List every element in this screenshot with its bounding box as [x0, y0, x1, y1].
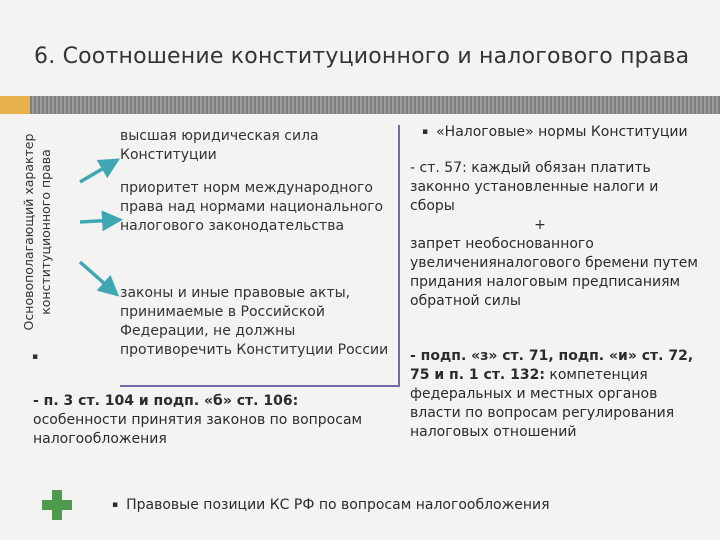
left-reference	[33, 392, 388, 449]
right-item-1	[410, 159, 700, 311]
right-header-text: «Налоговые» нормы Конституции	[436, 124, 688, 140]
bracket-horizontal	[120, 385, 400, 387]
right-item-1-text: каждый обязан платить законно установленные налоги и сборы	[410, 160, 659, 214]
left-item-1: высшая юридическая сила Конституции	[120, 128, 319, 163]
slide-title: 6. Соотношение конституционного и налогового права	[34, 44, 690, 69]
bracket-vertical	[398, 125, 400, 387]
right-item-2-bold: - подп. «з» ст. 71, подп. «и» ст. 72, 75 и п. 1 ст. 132:	[410, 348, 694, 383]
arrow-icon	[80, 220, 116, 222]
left-reference-text: особенности принятия законов по вопросам налогообложения	[33, 412, 363, 447]
left-item-2: приоритет норм международного права над нормами национального налогового законодательства	[120, 180, 384, 234]
plus-cross-icon	[42, 490, 72, 520]
right-item-2	[410, 347, 700, 442]
vertical-label-line2: конституционного права	[38, 149, 53, 315]
right-item-1-bold: - ст. 57:	[410, 160, 467, 176]
bottom-item-text: Правовые позиции КС РФ по вопросам налогообложения	[126, 497, 550, 513]
left-item-3: законы и иные правовые акты, принимаемые в Российской Федерации, не должны противоречить Конституции России	[120, 285, 389, 358]
arrow-icon	[80, 162, 114, 182]
vertical-label-line1: Основополагающий характер	[21, 133, 36, 331]
bullet-icon: ▪	[112, 500, 119, 510]
arrow-icon	[80, 262, 114, 292]
header-divider-bar	[0, 96, 720, 114]
bullet-icon: ▪	[32, 352, 39, 362]
bullet-icon: ▪	[422, 127, 429, 137]
right-item-2-text: компетенция федеральных и местных органов власти по вопросам регулирования налоговых отношений	[410, 367, 675, 440]
bottom-item	[112, 496, 550, 515]
right-item-1-cont: запрет необоснованного увеличенияналогового бремени путем придания налоговым предписаниям обратной силы	[410, 236, 698, 309]
plus-sign: +	[534, 217, 546, 233]
right-header	[422, 123, 720, 142]
left-reference-bold: - п. 3 ст. 104 и подп. «б» ст. 106:	[33, 393, 299, 409]
